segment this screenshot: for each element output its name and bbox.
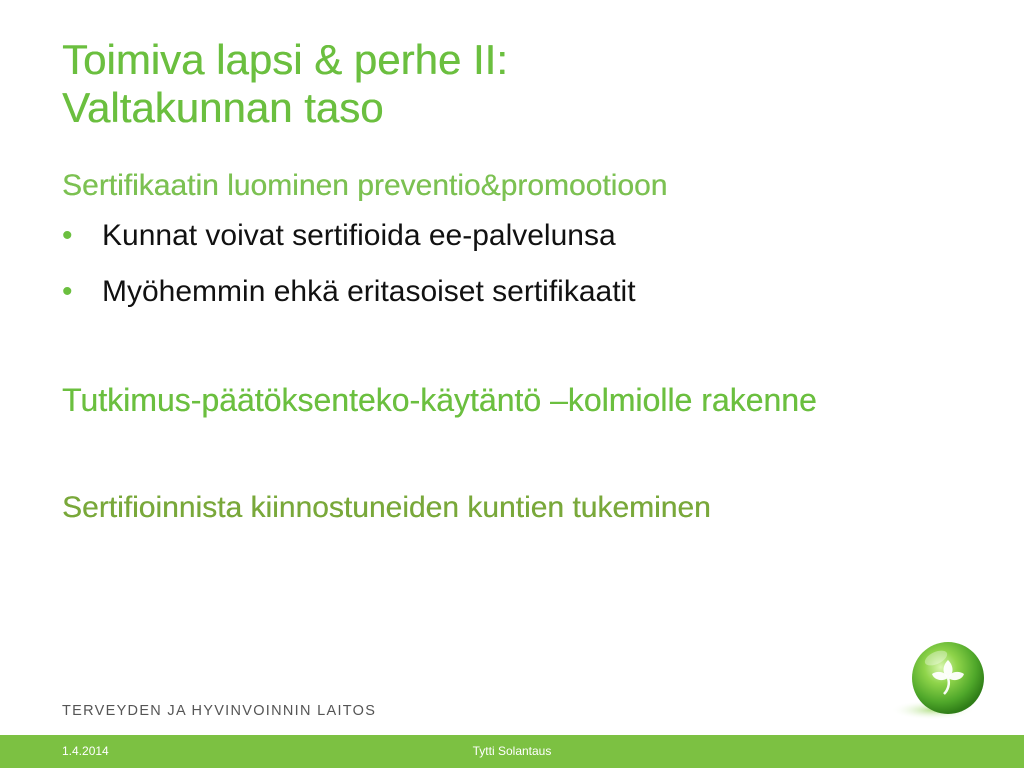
slide-title-line-2: Valtakunnan taso	[62, 84, 384, 131]
footer-bar	[0, 735, 1024, 768]
slide-title	[62, 36, 508, 132]
slide-body	[62, 168, 962, 526]
bullet-icon: •	[62, 219, 73, 252]
section-heading-research-triangle: Tutkimus-päätöksenteko-käytäntö –kolmiolle rakenne	[62, 382, 817, 418]
bullet-item	[62, 218, 962, 254]
organization-name: TERVEYDEN JA HYVINVOINNIN LAITOS	[62, 703, 377, 719]
footer-date: 1.4.2014	[62, 744, 109, 758]
green-sphere-leaf-logo-icon	[888, 638, 998, 728]
bullet-item	[62, 274, 962, 310]
slide-title-line-1: Toimiva lapsi & perhe II:	[62, 36, 508, 83]
bullet-text: Kunnat voivat sertifioida ee-palvelunsa	[102, 219, 616, 252]
bullet-icon: •	[62, 275, 73, 308]
section-heading-municipality-support: Sertifioinnista kiinnostuneiden kuntien tukeminen	[62, 491, 711, 524]
section-heading-certificate: Sertifikaatin luominen preventio&promootioon	[62, 169, 668, 202]
bullet-list	[62, 218, 962, 310]
bullet-text: Myöhemmin ehkä eritasoiset sertifikaatit	[102, 275, 636, 308]
footer-author: Tytti Solantaus	[472, 744, 552, 758]
